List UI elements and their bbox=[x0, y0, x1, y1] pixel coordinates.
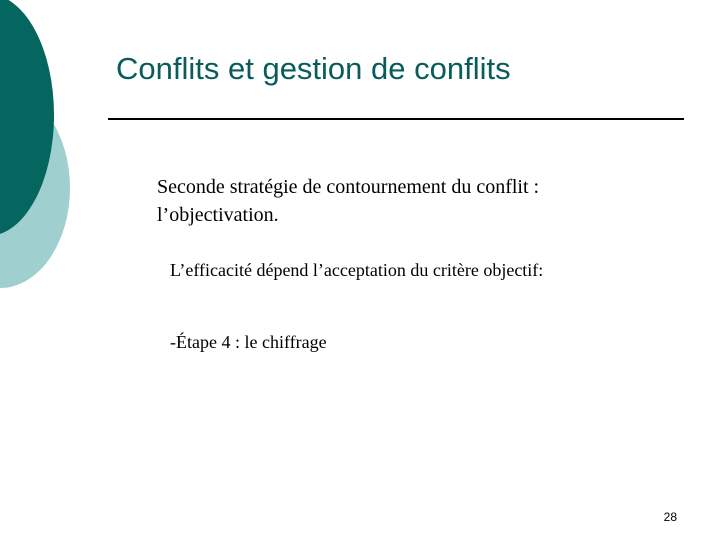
main-statement bbox=[157, 173, 657, 229]
main-statement-line-1: Seconde stratégie de contournement du conflit : bbox=[157, 176, 540, 198]
etape-statement: -Étape 4 : le chiffrage bbox=[170, 332, 327, 352]
page-number: 28 bbox=[663, 510, 677, 524]
title-divider bbox=[108, 118, 684, 120]
main-statement-line-2: l’objectivation. bbox=[157, 204, 279, 226]
slide-title: Conflits et gestion de conflits bbox=[116, 51, 511, 86]
efficacite-statement: L’efficacité dépend l’acceptation du critère objectif: bbox=[170, 260, 544, 280]
